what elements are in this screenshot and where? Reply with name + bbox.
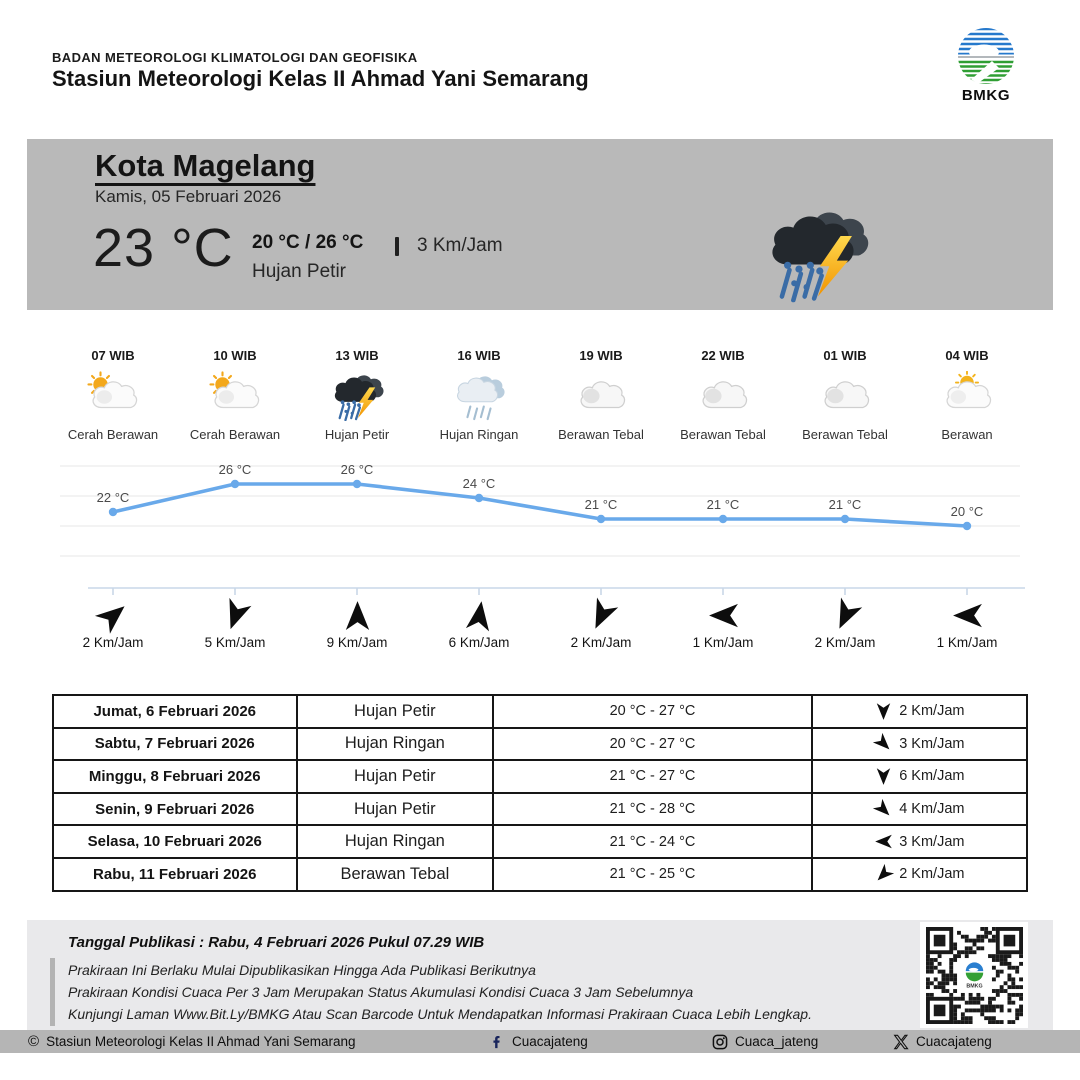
footer-note: Kunjungi Laman Www.Bit.Ly/BMKG Atau Scan Barcode Untuk Mendapatkan Informasi Prakiraan Cuaca Lebih Lengkap. [68,1006,812,1022]
wind-speed-label: 2 Km/Jam [82,635,144,650]
weather-icon [208,371,262,421]
wind-speed-label: 5 Km/Jam [204,635,266,650]
wind-item [418,599,540,650]
instagram-handle [712,1030,818,1053]
facebook-text: Cuacajateng [512,1034,588,1049]
forecast-wind [812,760,1027,793]
svg-text:26 °C: 26 °C [340,462,374,477]
agency-name: BADAN METEOROLOGI KLIMATOLOGI DAN GEOFISIKA [52,50,418,65]
wind-arrow-icon [870,796,897,823]
forecast-day: Sabtu, 7 Februari 2026 [53,728,297,761]
wind-arrow-icon [90,592,136,638]
forecast-wind [812,695,1027,728]
forecast-wind-speed: 2 Km/Jam [899,703,965,720]
city-name: Kota Magelang [95,148,316,183]
svg-text:24 °C: 24 °C [462,476,496,491]
forecast-temp-range: 20 °C - 27 °C [493,728,811,761]
hour-condition: Hujan Ringan [439,427,519,442]
wind-item [296,599,418,650]
svg-text:21 °C: 21 °C [828,497,862,512]
forecast-table-row [53,825,1027,858]
wind-speed-label: 1 Km/Jam [692,635,754,650]
current-temperature: 23 °C [93,218,234,278]
forecast-date: Kamis, 05 Februari 2026 [95,187,282,206]
footer [27,920,1053,1030]
forecast-table-row [53,760,1027,793]
station-name: Stasiun Meteorologi Kelas II Ahmad Yani Semarang [52,66,589,91]
x-icon [893,1034,909,1050]
daily-forecast-table [52,694,1028,892]
weather-icon [696,371,750,421]
forecast-temp-range: 21 °C - 28 °C [493,793,811,826]
hour-condition: Berawan Tebal [802,427,888,442]
weather-icon [574,371,628,421]
copyright-text: Stasiun Meteorologi Kelas II Ahmad Yani Semarang [46,1034,356,1049]
wind-arrow-icon [951,599,984,632]
forecast-temp-range: 20 °C - 27 °C [493,695,811,728]
wind-arrow-icon [874,832,893,851]
hourly-forecast-item [784,348,906,442]
hourly-forecast-item [540,348,662,442]
wind-item [540,599,662,650]
svg-text:20 °C: 20 °C [950,504,984,519]
forecast-wind-speed: 6 Km/Jam [899,768,965,785]
hour-condition: Cerah Berawan [189,427,281,442]
forecast-condition: Hujan Petir [297,695,494,728]
facebook-handle [489,1030,588,1053]
current-condition: Hujan Petir [252,261,346,282]
wind-direction-row [52,599,1028,650]
facebook-icon [489,1034,505,1050]
forecast-temp-range: 21 °C - 27 °C [493,760,811,793]
weather-icon [330,371,384,421]
forecast-day: Rabu, 11 Februari 2026 [53,858,297,891]
weather-icon [940,371,994,421]
storm-icon [763,203,869,303]
forecast-condition: Hujan Ringan [297,825,494,858]
hour-condition: Cerah Berawan [67,427,159,442]
forecast-day: Selasa, 10 Februari 2026 [53,825,297,858]
wind-arrow-icon [874,767,893,786]
bmkg-logo-label: BMKG [961,87,1011,104]
hour-time: 01 WIB [823,348,867,363]
forecast-wind [812,793,1027,826]
forecast-table-row [53,695,1027,728]
hourly-forecast-strip [52,348,1028,442]
wind-speed-label: 2 Km/Jam [570,635,632,650]
weather-icon [452,371,506,421]
hour-time: 16 WIB [457,348,501,363]
wind-speed-label: 1 Km/Jam [936,635,998,650]
wind-item [662,599,784,650]
wind-arrow-icon [579,594,623,638]
footer-note: Prakiraan Kondisi Cuaca Per 3 Jam Merupakan Status Akumulasi Kondisi Cuaca 3 Jam Sebelumnya [68,984,694,1000]
forecast-wind [812,858,1027,891]
instagram-text: Cuaca_jateng [735,1034,819,1049]
forecast-wind-speed: 4 Km/Jam [899,801,965,818]
forecast-day: Minggu, 8 Februari 2026 [53,760,297,793]
svg-text:26 °C: 26 °C [218,462,252,477]
hourly-forecast-item [52,348,174,442]
instagram-icon [712,1034,728,1050]
bmkg-logo-icon [956,26,1016,86]
hour-time: 07 WIB [91,348,135,363]
social-bar [0,1030,1080,1053]
hourly-forecast-item [418,348,540,442]
forecast-table-row [53,858,1027,891]
wind-speed-label: 2 Km/Jam [814,635,876,650]
hour-time: 13 WIB [335,348,379,363]
wind-arrow-icon [870,730,897,757]
wind-arrow-icon [341,599,374,632]
wind-arrow-icon [870,861,897,888]
hour-time: 22 WIB [701,348,745,363]
wind-arrow-icon [214,594,256,636]
svg-text:22 °C: 22 °C [96,490,130,505]
qr-code-image [926,927,1023,1024]
hourly-forecast-item [662,348,784,442]
hour-time: 04 WIB [945,348,989,363]
forecast-temp-range: 21 °C - 25 °C [493,858,811,891]
temp-range-block [252,232,363,283]
forecast-wind-speed: 3 Km/Jam [899,833,965,850]
forecast-table-row [53,728,1027,761]
forecast-wind [812,728,1027,761]
footer-notes [68,959,812,1025]
svg-text:21 °C: 21 °C [706,497,740,512]
wind-arrow-icon [874,702,893,721]
hour-time: 19 WIB [579,348,623,363]
hourly-forecast-item [906,348,1028,442]
temperature-line-chart [52,452,1028,602]
hour-time: 10 WIB [213,348,257,363]
publication-date: Tanggal Publikasi : Rabu, 4 Februari 2026 Pukul 07.29 WIB [68,934,485,951]
wind-speed-label: 6 Km/Jam [448,635,510,650]
forecast-condition: Berawan Tebal [297,858,494,891]
forecast-wind [812,825,1027,858]
hour-condition: Berawan Tebal [680,427,766,442]
svg-text:21 °C: 21 °C [584,497,618,512]
x-handle [893,1030,992,1053]
wind-speed-label: 9 Km/Jam [326,635,388,650]
wind-item [906,599,1028,650]
copyright-icon: © [28,1033,40,1050]
forecast-temp-range: 21 °C - 24 °C [493,825,811,858]
forecast-table-row [53,793,1027,826]
forecast-wind-speed: 2 Km/Jam [899,866,965,883]
hourly-forecast-item [174,348,296,442]
note-divider [50,958,55,1026]
hour-condition: Berawan Tebal [558,427,644,442]
forecast-condition: Hujan Petir [297,793,494,826]
wind-direction-icon [395,237,399,256]
forecast-day: Senin, 9 Februari 2026 [53,793,297,826]
svg-text:BMKG: BMKG [965,983,983,990]
forecast-wind-speed: 3 Km/Jam [899,735,965,752]
wind-item [784,599,906,650]
forecast-condition: Hujan Petir [297,760,494,793]
forecast-day: Jumat, 6 Februari 2026 [53,695,297,728]
footer-note: Prakiraan Ini Berlaku Mulai Dipublikasikan Hingga Ada Publikasi Berikutnya [68,962,536,978]
wind-arrow-icon [823,594,867,638]
wind-item [174,599,296,650]
current-wind [395,235,503,257]
wind-speed: 3 Km/Jam [417,235,503,256]
current-conditions-banner [27,139,1053,310]
wind-arrow-icon [707,599,740,632]
copyright [28,1030,356,1053]
hour-condition: Hujan Petir [324,427,390,442]
x-text: Cuacajateng [916,1034,992,1049]
hour-condition: Berawan [941,427,993,442]
weather-icon [818,371,872,421]
forecast-condition: Hujan Ringan [297,728,494,761]
hourly-forecast-item [296,348,418,442]
qr-code [920,922,1028,1028]
temp-range: 20 °C / 26 °C [252,232,364,253]
wind-arrow-icon [460,597,497,634]
bmkg-logo [943,26,1029,104]
weather-icon [86,371,140,421]
wind-item [52,599,174,650]
